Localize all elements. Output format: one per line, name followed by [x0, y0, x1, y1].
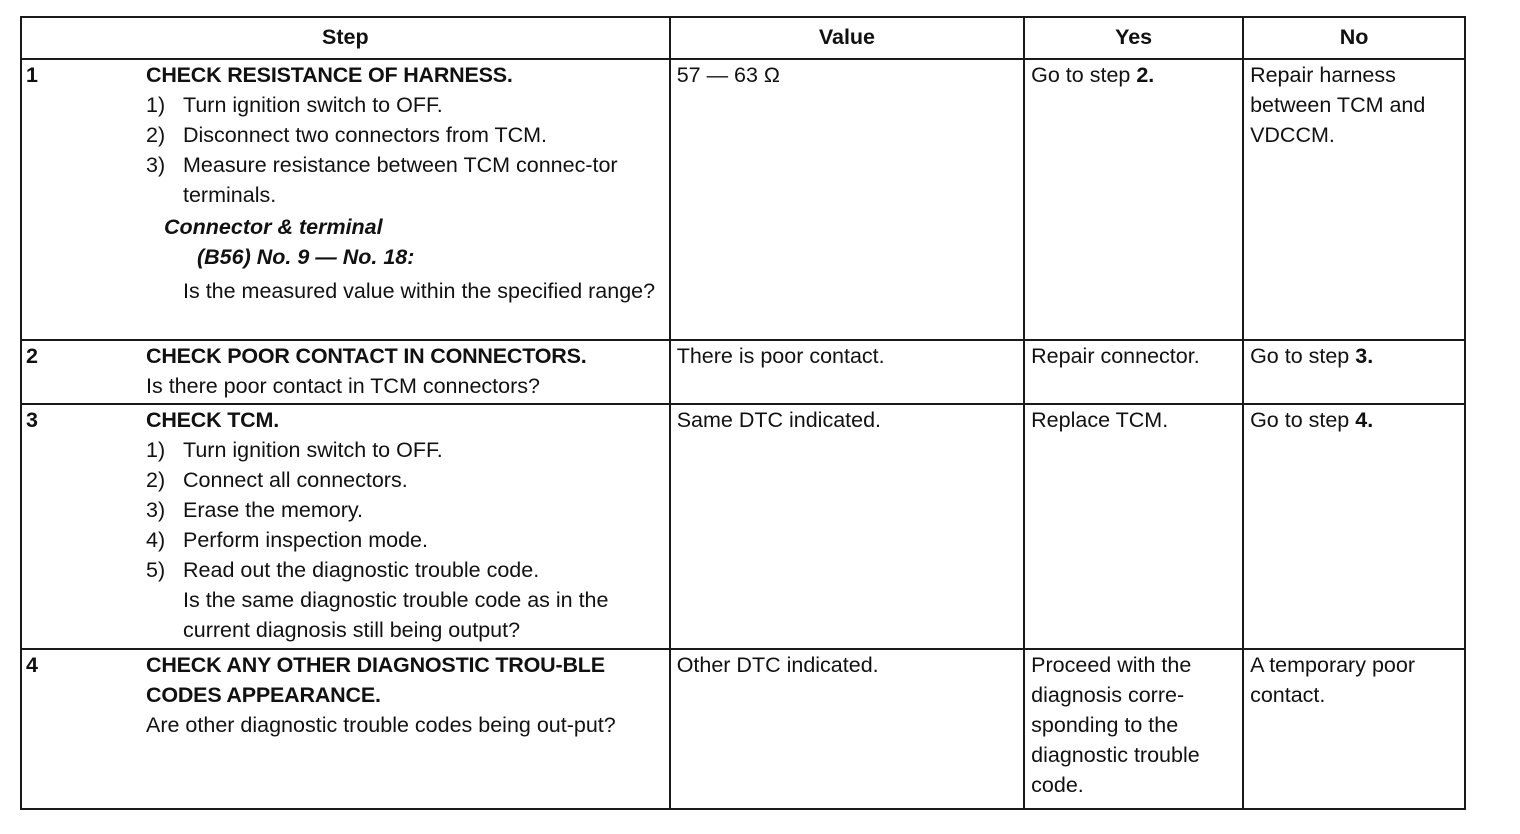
step-cell — [21, 340, 670, 404]
no-cell: Repair harness between TCM and VDCCM. — [1243, 59, 1465, 340]
substep: 3) Erase the memory. — [146, 498, 364, 522]
step-question: Is the same diagnostic trouble code as in the current diagnosis still being output? — [183, 588, 609, 642]
step-cell — [21, 59, 670, 340]
substep: 3) Measure resistance between TCM connec-tor terminals. — [146, 153, 618, 207]
step-question: Is there poor contact in TCM connectors? — [146, 374, 540, 398]
table-row — [21, 340, 1465, 404]
step-reference: 3. — [1355, 344, 1374, 368]
step-number: 2 — [26, 344, 38, 368]
header-no: No — [1243, 17, 1465, 59]
table-row — [21, 649, 1465, 809]
value-cell: 57 — 63 Ω — [670, 59, 1024, 340]
yes-cell: Proceed with the diagnosis corre-sponding to the diagnostic trouble code. — [1024, 649, 1243, 809]
step-title: CHECK POOR CONTACT IN CONNECTORS. — [146, 344, 587, 368]
step-number: 3 — [26, 408, 38, 432]
step-cell — [21, 649, 670, 809]
value-cell: Same DTC indicated. — [670, 404, 1024, 649]
step-number: 1 — [26, 63, 38, 87]
header-yes: Yes — [1024, 17, 1243, 59]
no-cell: A temporary poor contact. — [1243, 649, 1465, 809]
table-row — [21, 59, 1465, 340]
step-question: Is the measured value within the specified range? — [183, 279, 656, 303]
value-cell: Other DTC indicated. — [670, 649, 1024, 809]
substep: 1) Turn ignition switch to OFF. — [146, 438, 443, 462]
substep: 5) Read out the diagnostic trouble code. — [146, 558, 540, 582]
header-value: Value — [670, 17, 1024, 59]
table-row — [21, 404, 1465, 649]
step-reference: 4. — [1355, 408, 1374, 432]
step-cell — [21, 404, 670, 649]
diagnostic-table — [20, 16, 1466, 810]
yes-cell: Go to step 2. — [1024, 59, 1243, 340]
substep: 4) Perform inspection mode. — [146, 528, 428, 552]
step-title: CHECK ANY OTHER DIAGNOSTIC TROU-BLE CODES APPEARANCE. — [146, 653, 605, 707]
substep: 1) Turn ignition switch to OFF. — [146, 93, 443, 117]
step-title: CHECK TCM. — [146, 408, 279, 432]
step-reference: 2. — [1136, 63, 1155, 87]
step-title: CHECK RESISTANCE OF HARNESS. — [146, 63, 513, 87]
yes-cell: Replace TCM. — [1024, 404, 1243, 649]
step-number: 4 — [26, 653, 38, 677]
yes-cell: Repair connector. — [1024, 340, 1243, 404]
connector-value: (B56) No. 9 — No. 18: — [197, 245, 415, 269]
no-cell: Go to step 4. — [1243, 404, 1465, 649]
no-cell: Go to step 3. — [1243, 340, 1465, 404]
connector-label: Connector & terminal — [164, 215, 383, 239]
substep: 2) Connect all connectors. — [146, 468, 408, 492]
substep: 2) Disconnect two connectors from TCM. — [146, 123, 548, 147]
step-question: Are other diagnostic trouble codes being out-put? — [146, 713, 616, 737]
value-cell: There is poor contact. — [670, 340, 1024, 404]
header-row — [21, 17, 1465, 59]
header-step: Step — [21, 17, 670, 59]
